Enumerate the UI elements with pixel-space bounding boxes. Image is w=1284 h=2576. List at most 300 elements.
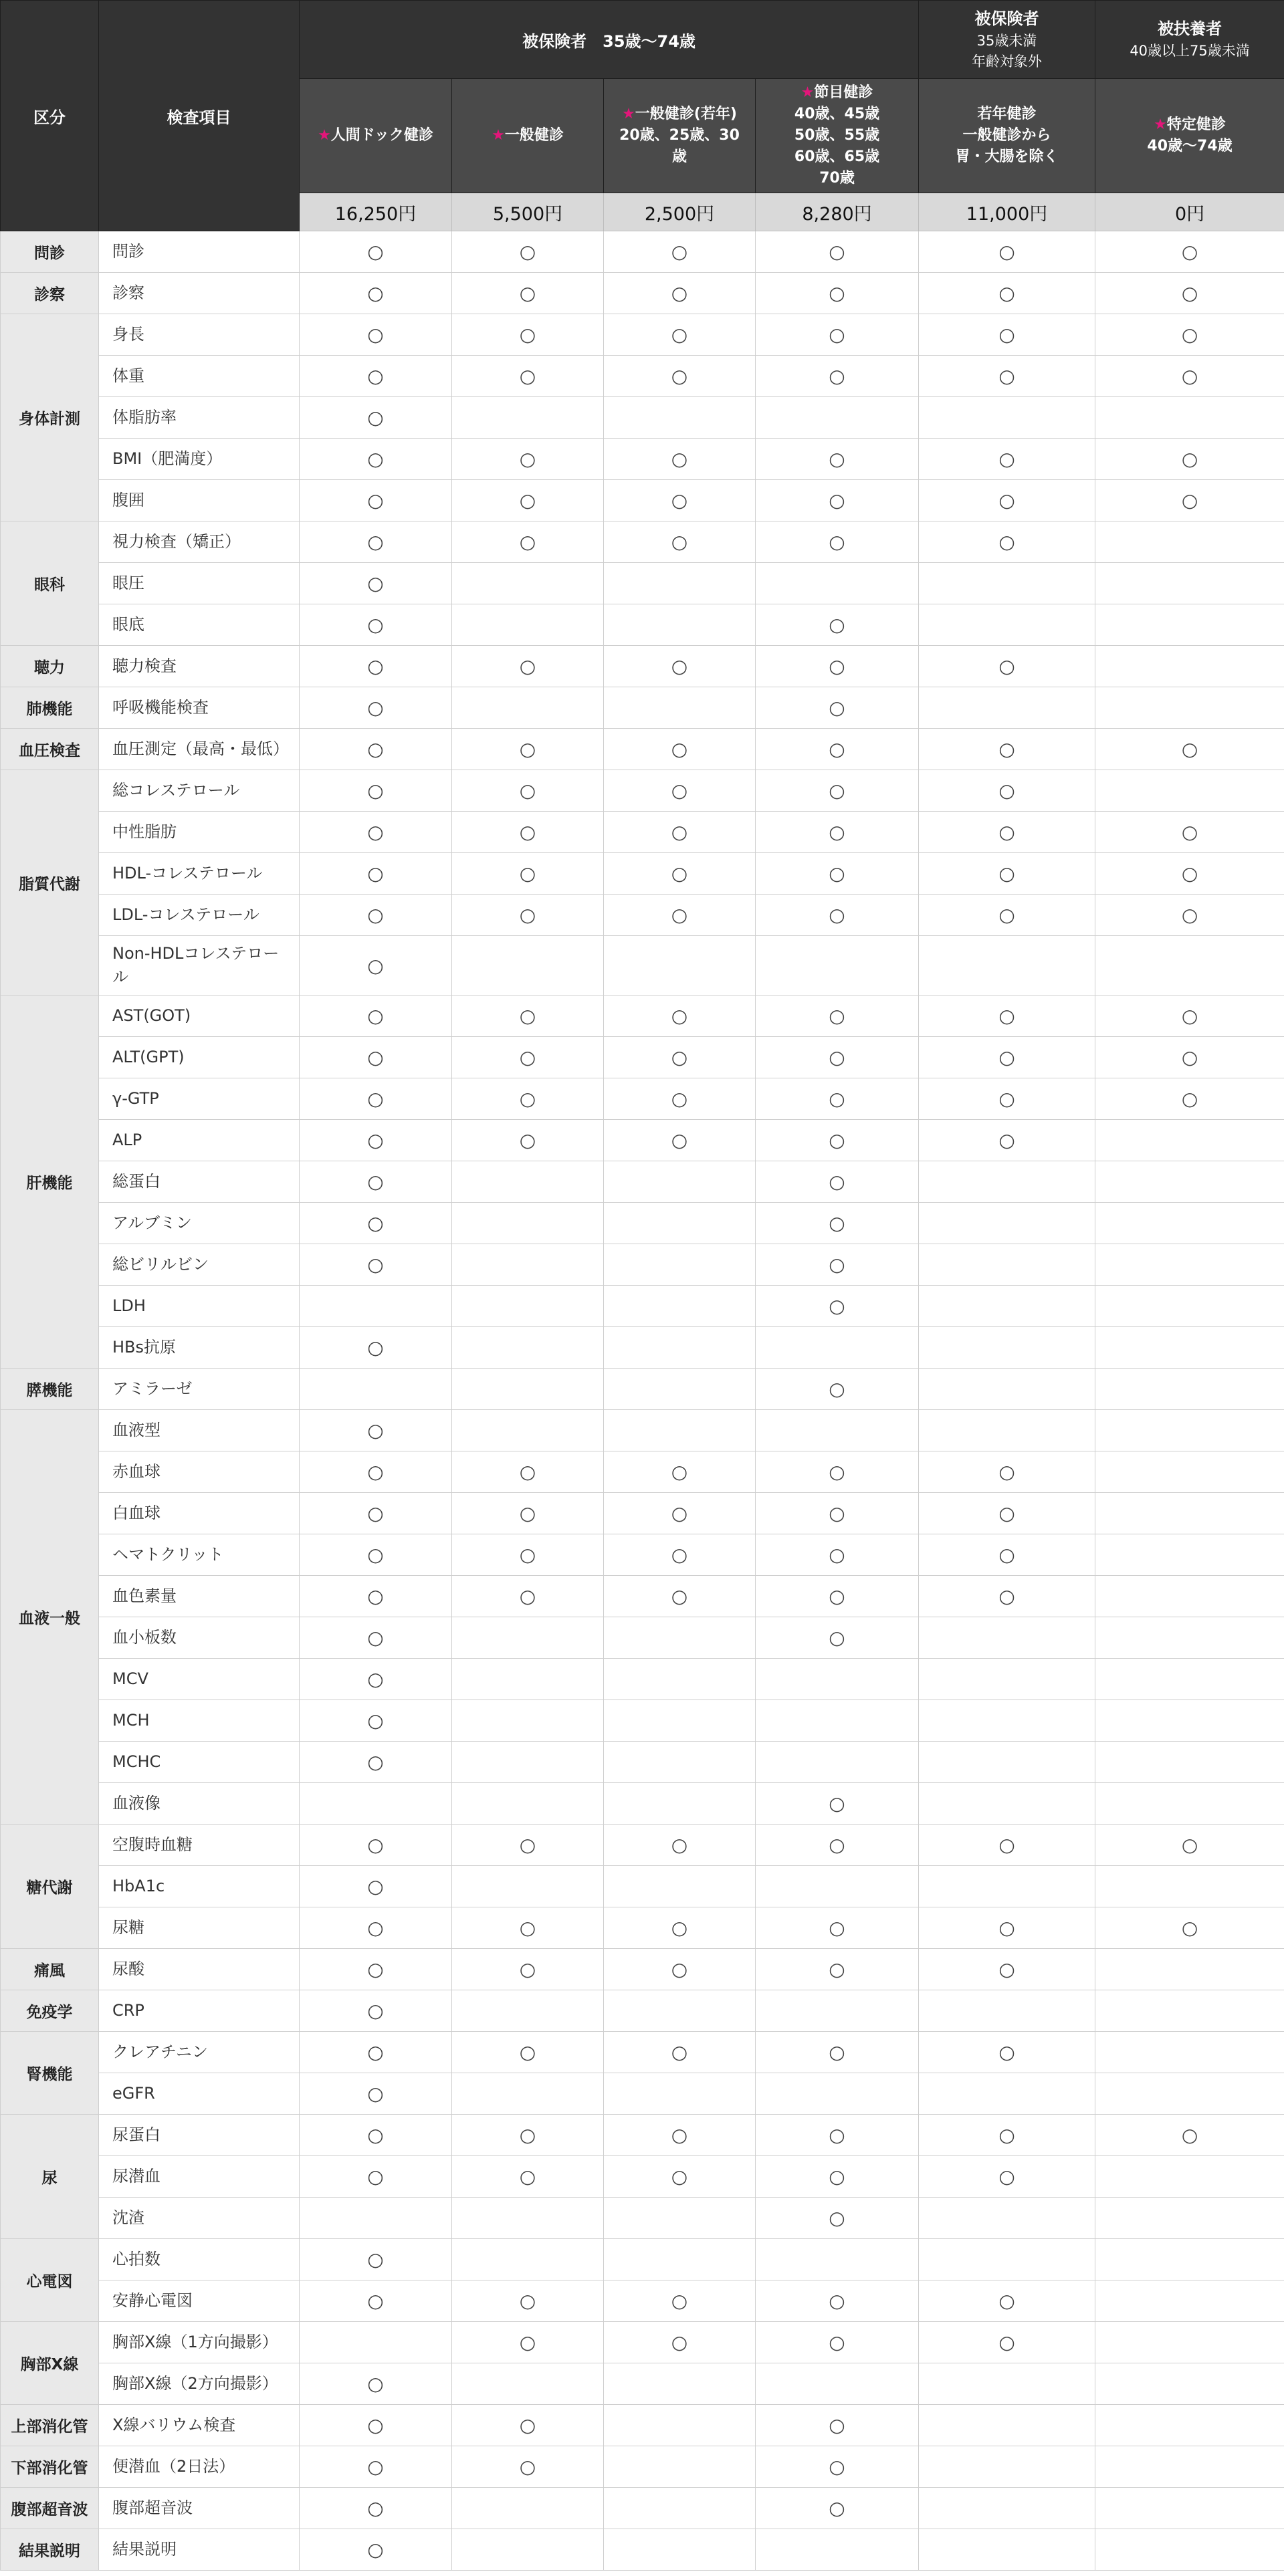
category-cell: 糖代謝 — [1, 1825, 99, 1949]
empty-cell — [1095, 1617, 1284, 1659]
category-cell: 脂質代謝 — [1, 770, 99, 996]
included-mark: ○ — [756, 521, 919, 563]
empty-cell — [756, 1659, 919, 1700]
included-mark: ○ — [452, 812, 604, 853]
included-mark: ○ — [756, 1369, 919, 1410]
table-row — [1, 1286, 1284, 1327]
empty-cell — [604, 2239, 756, 2280]
table-row — [1, 356, 1284, 397]
empty-cell — [452, 2239, 604, 2280]
included-mark: ○ — [300, 1410, 452, 1451]
included-mark: ○ — [452, 273, 604, 314]
table-row — [1, 521, 1284, 563]
empty-cell — [452, 1327, 604, 1369]
exam-item-name: 胸部X線（1方向撮影） — [99, 2322, 300, 2363]
plan-detail — [608, 146, 751, 168]
empty-cell — [756, 1700, 919, 1742]
included-mark: ○ — [300, 646, 452, 687]
table-row — [1, 2405, 1284, 2446]
empty-cell — [452, 397, 604, 439]
empty-cell — [1095, 1369, 1284, 1410]
empty-cell — [1095, 687, 1284, 729]
included-mark: ○ — [452, 646, 604, 687]
plan-detail — [923, 125, 1091, 146]
included-mark: ○ — [300, 1078, 452, 1120]
table-row — [1, 2529, 1284, 2571]
included-mark: ○ — [300, 936, 452, 996]
empty-cell — [604, 2529, 756, 2571]
included-mark: ○ — [300, 480, 452, 521]
empty-cell — [919, 2488, 1095, 2529]
table-row — [1, 563, 1284, 604]
table-row — [1, 1949, 1284, 1990]
table-row — [1, 646, 1284, 687]
table-header — [1, 1, 1284, 231]
dependent-group-header — [1095, 1, 1284, 79]
exam-item-name: 体重 — [99, 356, 300, 397]
included-mark: ○ — [919, 2115, 1095, 2156]
table-row — [1, 2032, 1284, 2073]
empty-cell — [919, 1990, 1095, 2032]
empty-cell — [1095, 1742, 1284, 1783]
included-mark: ○ — [756, 996, 919, 1037]
empty-cell — [452, 2529, 604, 2571]
included-mark: ○ — [300, 231, 452, 273]
empty-cell — [452, 1410, 604, 1451]
empty-cell — [452, 1286, 604, 1327]
empty-cell — [919, 2363, 1095, 2405]
empty-cell — [1095, 2405, 1284, 2446]
exam-item-name: 眼圧 — [99, 563, 300, 604]
table-row — [1, 1327, 1284, 1369]
included-mark: ○ — [604, 521, 756, 563]
included-mark: ○ — [452, 1907, 604, 1949]
included-mark: ○ — [300, 2529, 452, 2571]
category-cell: 肝機能 — [1, 996, 99, 1369]
included-mark: ○ — [300, 2115, 452, 2156]
empty-cell — [604, 1286, 756, 1327]
star-icon: ★ — [800, 84, 815, 102]
exam-item-name: Non-HDLコレステロール — [99, 936, 300, 996]
category-cell: 問診 — [1, 231, 99, 273]
exam-item-name: 総コレステロール — [99, 770, 300, 812]
empty-cell — [756, 1866, 919, 1907]
included-mark: ○ — [300, 2156, 452, 2198]
empty-cell — [604, 936, 756, 996]
empty-cell — [756, 1742, 919, 1783]
empty-cell — [919, 2239, 1095, 2280]
empty-cell — [1095, 1659, 1284, 1700]
plan-name-text: 人間ドック健診 — [330, 127, 433, 144]
exam-item-name: 聴力検査 — [99, 646, 300, 687]
included-mark: ○ — [604, 273, 756, 314]
included-mark: ○ — [756, 2488, 919, 2529]
empty-cell — [919, 397, 1095, 439]
included-mark: ○ — [452, 2322, 604, 2363]
included-mark: ○ — [919, 1037, 1095, 1078]
included-mark: ○ — [756, 2446, 919, 2488]
included-mark: ○ — [756, 2322, 919, 2363]
empty-cell — [604, 2198, 756, 2239]
included-mark: ○ — [756, 1037, 919, 1078]
plan-name-text: 一般健診(若年) — [635, 106, 737, 123]
included-mark: ○ — [919, 521, 1095, 563]
empty-cell — [604, 397, 756, 439]
empty-cell — [604, 1369, 756, 1410]
included-mark: ○ — [756, 356, 919, 397]
empty-cell — [604, 1783, 756, 1825]
empty-cell — [919, 2073, 1095, 2115]
included-mark: ○ — [300, 1576, 452, 1617]
empty-cell — [756, 2073, 919, 2115]
empty-cell — [1095, 1410, 1284, 1451]
exam-item-name: LDH — [99, 1286, 300, 1327]
empty-cell — [604, 1866, 756, 1907]
table-row — [1, 604, 1284, 646]
plan-name — [304, 125, 447, 146]
empty-cell — [604, 1990, 756, 2032]
empty-cell — [919, 687, 1095, 729]
table-row — [1, 996, 1284, 1037]
empty-cell — [300, 2198, 452, 2239]
included-mark: ○ — [756, 1617, 919, 1659]
included-mark: ○ — [756, 687, 919, 729]
included-mark: ○ — [300, 1866, 452, 1907]
empty-cell — [604, 1203, 756, 1244]
included-mark: ○ — [604, 1451, 756, 1493]
included-mark: ○ — [1095, 853, 1284, 895]
included-mark: ○ — [756, 2280, 919, 2322]
empty-cell — [756, 2239, 919, 2280]
included-mark: ○ — [604, 1493, 756, 1534]
table-row — [1, 2239, 1284, 2280]
included-mark: ○ — [919, 1451, 1095, 1493]
table-row — [1, 1783, 1284, 1825]
included-mark: ○ — [756, 1203, 919, 1244]
included-mark: ○ — [300, 2280, 452, 2322]
exam-item-name: 視力検査（矯正） — [99, 521, 300, 563]
empty-cell — [604, 2073, 756, 2115]
table-row — [1, 687, 1284, 729]
empty-cell — [756, 563, 919, 604]
empty-cell — [1095, 1700, 1284, 1742]
exam-item-name: 沈渣 — [99, 2198, 300, 2239]
included-mark: ○ — [452, 521, 604, 563]
plan-detail-text: 一般健診から — [962, 127, 1051, 144]
table-row — [1, 2198, 1284, 2239]
empty-cell — [919, 1244, 1095, 1286]
table-row — [1, 1120, 1284, 1161]
empty-cell — [1095, 1534, 1284, 1576]
included-mark: ○ — [919, 770, 1095, 812]
empty-cell — [1095, 1120, 1284, 1161]
empty-cell — [300, 1783, 452, 1825]
dependent-group-line1: 40歳以上75歳未満 — [1130, 43, 1250, 60]
exam-item-name: 総ビリルビン — [99, 1244, 300, 1286]
table-body — [1, 231, 1284, 2571]
empty-cell — [1095, 2488, 1284, 2529]
table-row — [1, 1410, 1284, 1451]
exam-item-name: 尿蛋白 — [99, 2115, 300, 2156]
table-row — [1, 2363, 1284, 2405]
included-mark: ○ — [300, 1534, 452, 1576]
included-mark: ○ — [300, 1037, 452, 1078]
included-mark: ○ — [756, 729, 919, 770]
included-mark: ○ — [300, 1327, 452, 1369]
table-row — [1, 439, 1284, 480]
empty-cell — [1095, 2198, 1284, 2239]
empty-cell — [919, 2446, 1095, 2488]
included-mark: ○ — [919, 439, 1095, 480]
empty-cell — [1095, 2363, 1284, 2405]
table-row — [1, 397, 1284, 439]
category-cell: 結果説明 — [1, 2529, 99, 2571]
included-mark: ○ — [604, 1120, 756, 1161]
empty-cell — [452, 1369, 604, 1410]
table-row — [1, 1576, 1284, 1617]
empty-cell — [919, 2198, 1095, 2239]
plan-detail — [760, 168, 914, 189]
included-mark: ○ — [1095, 1037, 1284, 1078]
included-mark: ○ — [300, 1617, 452, 1659]
empty-cell — [452, 563, 604, 604]
plan-name-text: 若年健診 — [977, 106, 1037, 123]
plan-detail-text: 50歳、55歳 — [794, 127, 880, 144]
plan-detail — [923, 146, 1091, 168]
included-mark: ○ — [756, 1576, 919, 1617]
included-mark: ○ — [452, 1037, 604, 1078]
empty-cell — [1095, 936, 1284, 996]
included-mark: ○ — [300, 1825, 452, 1866]
exam-item-name: 便潜血（2日法） — [99, 2446, 300, 2488]
plan-detail-text: 40歳〜74歳 — [1147, 138, 1233, 154]
included-mark: ○ — [604, 996, 756, 1037]
included-mark: ○ — [1095, 314, 1284, 356]
included-mark: ○ — [756, 812, 919, 853]
included-mark: ○ — [300, 563, 452, 604]
dependent-group-title: 被扶養者 — [1158, 19, 1222, 39]
exam-item-name: 安静心電図 — [99, 2280, 300, 2322]
table-row — [1, 1907, 1284, 1949]
table-row — [1, 1534, 1284, 1576]
empty-cell — [452, 1742, 604, 1783]
empty-cell — [1095, 604, 1284, 646]
included-mark: ○ — [604, 853, 756, 895]
empty-cell — [1095, 1244, 1284, 1286]
included-mark: ○ — [452, 1576, 604, 1617]
young-group-header — [919, 1, 1095, 79]
included-mark: ○ — [1095, 439, 1284, 480]
plan-name — [608, 104, 751, 125]
included-mark: ○ — [604, 1949, 756, 1990]
included-mark: ○ — [452, 439, 604, 480]
empty-cell — [919, 2529, 1095, 2571]
empty-cell — [604, 1161, 756, 1203]
included-mark: ○ — [756, 1907, 919, 1949]
included-mark: ○ — [919, 1825, 1095, 1866]
included-mark: ○ — [1095, 1825, 1284, 1866]
included-mark: ○ — [452, 1493, 604, 1534]
included-mark: ○ — [1095, 895, 1284, 936]
included-mark: ○ — [919, 1493, 1095, 1534]
included-mark: ○ — [604, 1534, 756, 1576]
empty-cell — [1095, 563, 1284, 604]
included-mark: ○ — [300, 996, 452, 1037]
empty-cell — [452, 2073, 604, 2115]
plan-name — [760, 82, 914, 104]
included-mark: ○ — [300, 356, 452, 397]
included-mark: ○ — [604, 2115, 756, 2156]
included-mark: ○ — [919, 1120, 1095, 1161]
table-row — [1, 273, 1284, 314]
included-mark: ○ — [756, 770, 919, 812]
included-mark: ○ — [300, 770, 452, 812]
plan-detail — [608, 125, 751, 146]
included-mark: ○ — [919, 853, 1095, 895]
included-mark: ○ — [919, 2156, 1095, 2198]
category-cell: 胸部X線 — [1, 2322, 99, 2405]
empty-cell — [604, 2363, 756, 2405]
empty-cell — [604, 1327, 756, 1369]
table-row — [1, 480, 1284, 521]
empty-cell — [452, 2488, 604, 2529]
plan-name — [1099, 114, 1280, 136]
included-mark: ○ — [604, 646, 756, 687]
empty-cell — [1095, 521, 1284, 563]
young-group-line1: 35歳未満 — [976, 32, 1037, 49]
empty-cell — [604, 2405, 756, 2446]
empty-cell — [300, 1286, 452, 1327]
empty-cell — [1095, 1203, 1284, 1244]
exam-item-name: HBs抗原 — [99, 1327, 300, 1369]
included-mark: ○ — [604, 314, 756, 356]
table-row — [1, 2322, 1284, 2363]
empty-cell — [919, 1410, 1095, 1451]
plan-name-text: 一般健診 — [504, 127, 564, 144]
plan-detail-text: 40歳、45歳 — [794, 106, 880, 123]
included-mark: ○ — [1095, 996, 1284, 1037]
exam-item-name: 血小板数 — [99, 1617, 300, 1659]
included-mark: ○ — [452, 2156, 604, 2198]
plan-detail-text: 20歳、25歳、30 — [619, 127, 740, 144]
table-row — [1, 1700, 1284, 1742]
plan-name-text: 節目健診 — [814, 84, 873, 102]
included-mark: ○ — [452, 729, 604, 770]
included-mark: ○ — [452, 1825, 604, 1866]
included-mark: ○ — [919, 273, 1095, 314]
empty-cell — [604, 1617, 756, 1659]
empty-cell — [1095, 1783, 1284, 1825]
table-row — [1, 1742, 1284, 1783]
included-mark: ○ — [300, 853, 452, 895]
exam-item-name: 赤血球 — [99, 1451, 300, 1493]
empty-cell — [1095, 2156, 1284, 2198]
plan-detail-text: 70歳 — [819, 169, 855, 187]
included-mark: ○ — [452, 231, 604, 273]
category-cell: 上部消化管 — [1, 2405, 99, 2446]
exam-item-name: 結果説明 — [99, 2529, 300, 2571]
table-row — [1, 1369, 1284, 1410]
included-mark: ○ — [756, 1825, 919, 1866]
included-mark: ○ — [919, 1534, 1095, 1576]
category-cell: 下部消化管 — [1, 2446, 99, 2488]
exam-item-name: ALT(GPT) — [99, 1037, 300, 1078]
empty-cell — [919, 2405, 1095, 2446]
plan-header — [919, 79, 1095, 193]
empty-cell — [1095, 1286, 1284, 1327]
included-mark: ○ — [452, 1451, 604, 1493]
plan-price: 0円 — [1095, 193, 1284, 231]
included-mark: ○ — [756, 2156, 919, 2198]
included-mark: ○ — [604, 356, 756, 397]
included-mark: ○ — [756, 853, 919, 895]
included-mark: ○ — [604, 2156, 756, 2198]
category-cell: 眼科 — [1, 521, 99, 646]
table-row — [1, 770, 1284, 812]
included-mark: ○ — [919, 729, 1095, 770]
included-mark: ○ — [300, 2032, 452, 2073]
empty-cell — [1095, 646, 1284, 687]
included-mark: ○ — [452, 1949, 604, 1990]
included-mark: ○ — [300, 1161, 452, 1203]
exam-item-name: 尿糖 — [99, 1907, 300, 1949]
exam-item-name: 体脂肪率 — [99, 397, 300, 439]
included-mark: ○ — [756, 1120, 919, 1161]
included-mark: ○ — [452, 853, 604, 895]
included-mark: ○ — [452, 2446, 604, 2488]
included-mark: ○ — [756, 480, 919, 521]
included-mark: ○ — [452, 356, 604, 397]
young-group-line2: 年齢対象外 — [972, 53, 1043, 70]
exam-item-name: 尿酸 — [99, 1949, 300, 1990]
empty-cell — [919, 1369, 1095, 1410]
table-row — [1, 231, 1284, 273]
included-mark: ○ — [1095, 2115, 1284, 2156]
empty-cell — [756, 1410, 919, 1451]
exam-item-name: 中性脂肪 — [99, 812, 300, 853]
exam-item-name: HbA1c — [99, 1866, 300, 1907]
exam-item-name: 尿潜血 — [99, 2156, 300, 2198]
exam-item-name: 診察 — [99, 273, 300, 314]
empty-cell — [1095, 1576, 1284, 1617]
table-row — [1, 2446, 1284, 2488]
included-mark: ○ — [300, 397, 452, 439]
exam-item-name: CRP — [99, 1990, 300, 2032]
empty-cell — [756, 2363, 919, 2405]
empty-cell — [604, 604, 756, 646]
category-cell: 痛風 — [1, 1949, 99, 1990]
empty-cell — [604, 2488, 756, 2529]
included-mark: ○ — [452, 770, 604, 812]
empty-cell — [1095, 1493, 1284, 1534]
category-cell: 血液一般 — [1, 1410, 99, 1825]
included-mark: ○ — [919, 231, 1095, 273]
included-mark: ○ — [756, 2032, 919, 2073]
included-mark: ○ — [756, 1493, 919, 1534]
exam-item-name: ALP — [99, 1120, 300, 1161]
empty-cell — [604, 1410, 756, 1451]
included-mark: ○ — [1095, 1907, 1284, 1949]
empty-cell — [1095, 1866, 1284, 1907]
exam-item-name: 心拍数 — [99, 2239, 300, 2280]
category-cell: 腎機能 — [1, 2032, 99, 2115]
star-icon: ★ — [622, 106, 635, 123]
empty-cell — [452, 1866, 604, 1907]
table-row — [1, 1659, 1284, 1700]
included-mark: ○ — [756, 273, 919, 314]
included-mark: ○ — [756, 2115, 919, 2156]
insured-group-header: 被保険者 35歳〜74歳 — [300, 1, 919, 79]
